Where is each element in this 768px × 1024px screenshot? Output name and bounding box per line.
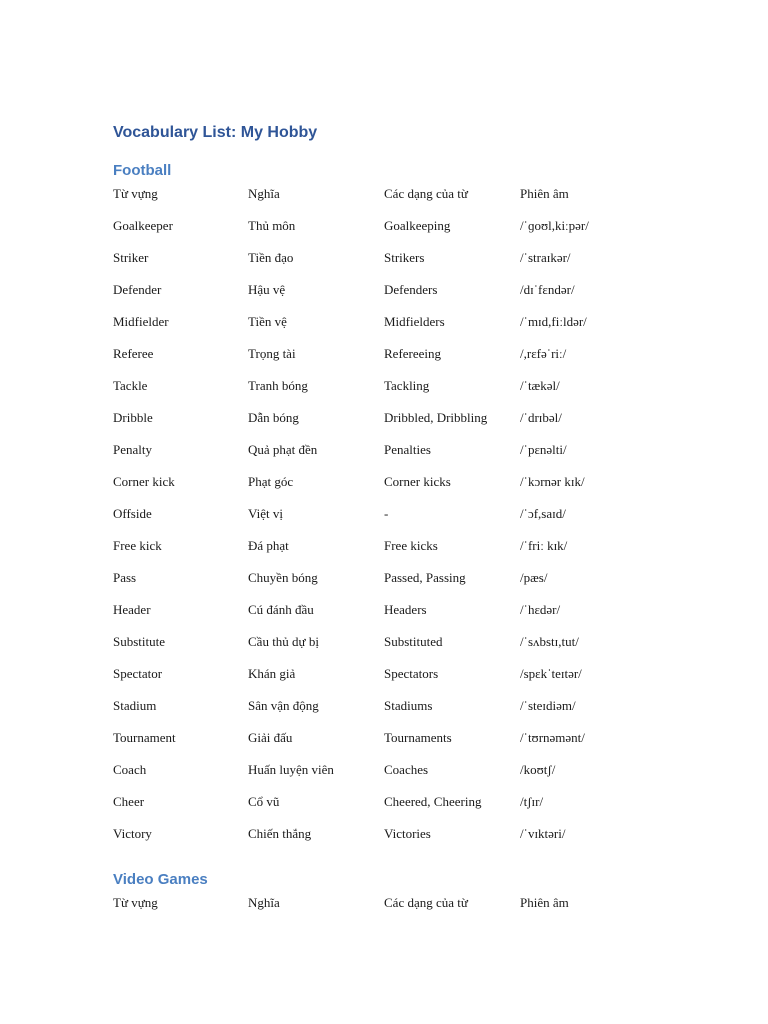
page-title: Vocabulary List: My Hobby xyxy=(113,124,318,141)
cell-meaning: Quả phạt đền xyxy=(248,442,318,457)
cell-word: Penalty xyxy=(113,442,152,457)
cell-meaning: Khán giả xyxy=(248,666,296,681)
cell-pronunciation: /ˈpɛnəlti/ xyxy=(520,442,567,457)
vocab-table-video-games xyxy=(113,894,673,926)
cell-word-forms: Defenders xyxy=(384,282,438,297)
cell-word-forms: Substituted xyxy=(384,634,443,649)
cell-meaning: Dẫn bóng xyxy=(248,410,299,425)
cell-word-forms: Stadiums xyxy=(384,698,433,713)
cell-meaning: Thủ môn xyxy=(248,218,296,233)
cell-word: Substitute xyxy=(113,634,166,649)
cell-pronunciation: /ˈvɪktəri/ xyxy=(520,826,566,841)
cell-word: Dribble xyxy=(113,410,153,425)
cell-word-forms: Midfielders xyxy=(384,314,445,329)
section-heading-video-games: Video Games xyxy=(113,871,208,888)
cell-pronunciation: /ˈfriː kɪk/ xyxy=(520,538,568,553)
cell-meaning: Tiền đạo xyxy=(248,250,294,265)
cell-pronunciation: /ˈhɛdər/ xyxy=(520,602,561,617)
cell-meaning: Cú đánh đầu xyxy=(248,602,314,617)
cell-pronunciation: /ˈkɔrnər kɪk/ xyxy=(520,474,585,489)
cell-word-forms: - xyxy=(384,506,389,521)
header-meaning: Nghĩa xyxy=(248,186,280,201)
header-pronunciation: Phiên âm xyxy=(520,895,569,910)
cell-meaning: Cổ vũ xyxy=(248,794,280,809)
cell-word-forms: Dribbled, Dribbling xyxy=(384,410,488,425)
table-row xyxy=(113,601,673,633)
cell-word: Offside xyxy=(113,506,152,521)
cell-pronunciation: /ˈtækəl/ xyxy=(520,378,560,393)
cell-word-forms: Penalties xyxy=(384,442,431,457)
cell-word: Victory xyxy=(113,826,152,841)
cell-word-forms: Tackling xyxy=(384,378,430,393)
cell-meaning: Phạt góc xyxy=(248,474,294,489)
cell-pronunciation: /,rɛfəˈriː/ xyxy=(520,346,567,361)
table-row xyxy=(113,313,673,345)
cell-meaning: Chuyền bóng xyxy=(248,570,318,585)
cell-word-forms: Refereeing xyxy=(384,346,442,361)
vocab-table-football xyxy=(113,185,673,857)
cell-pronunciation: /ˈmɪd,fiːldər/ xyxy=(520,314,587,329)
table-row xyxy=(113,569,673,601)
cell-word: Header xyxy=(113,602,151,617)
cell-word: Tackle xyxy=(113,378,148,393)
table-row xyxy=(113,825,673,857)
cell-pronunciation: /dɪˈfɛndər/ xyxy=(520,282,575,297)
cell-word-forms: Strikers xyxy=(384,250,425,265)
cell-meaning: Tiền vệ xyxy=(248,314,287,329)
cell-meaning: Cầu thủ dự bị xyxy=(248,634,319,649)
cell-word-forms: Tournaments xyxy=(384,730,452,745)
cell-word: Midfielder xyxy=(113,314,169,329)
cell-pronunciation: /ˈsteɪdiəm/ xyxy=(520,698,576,713)
cell-word: Stadium xyxy=(113,698,157,713)
cell-word: Free kick xyxy=(113,538,162,553)
table-header xyxy=(113,894,673,926)
cell-pronunciation: /spɛkˈteɪtər/ xyxy=(520,666,582,681)
header-word: Từ vựng xyxy=(113,895,158,910)
cell-word: Corner kick xyxy=(113,474,175,489)
cell-meaning: Hậu vệ xyxy=(248,282,286,297)
header-word-forms: Các dạng của từ xyxy=(384,186,468,201)
table-row xyxy=(113,217,673,249)
table-row xyxy=(113,473,673,505)
cell-word-forms: Free kicks xyxy=(384,538,438,553)
cell-word-forms: Coaches xyxy=(384,762,429,777)
cell-meaning: Đá phạt xyxy=(248,538,289,553)
cell-pronunciation: /ˈdrɪbəl/ xyxy=(520,410,562,425)
header-word: Từ vựng xyxy=(113,186,158,201)
table-row xyxy=(113,793,673,825)
header-pronunciation: Phiên âm xyxy=(520,186,569,201)
table-row xyxy=(113,633,673,665)
cell-word-forms: Spectators xyxy=(384,666,439,681)
cell-word: Coach xyxy=(113,762,147,777)
table-row xyxy=(113,729,673,761)
cell-meaning: Sân vận động xyxy=(248,698,319,713)
cell-word-forms: Headers xyxy=(384,602,427,617)
table-row xyxy=(113,505,673,537)
table-row xyxy=(113,409,673,441)
table-row xyxy=(113,345,673,377)
cell-meaning: Huấn luyện viên xyxy=(248,762,334,777)
cell-pronunciation: /ˈɡoʊl,kiːpər/ xyxy=(520,218,589,233)
table-row xyxy=(113,697,673,729)
cell-pronunciation: /ˈsʌbstɪ,tut/ xyxy=(520,634,579,649)
header-meaning: Nghĩa xyxy=(248,895,280,910)
cell-pronunciation: /pæs/ xyxy=(520,570,548,585)
table-row xyxy=(113,441,673,473)
section-heading-football: Football xyxy=(113,162,172,179)
cell-pronunciation: /ˈɔf,saɪd/ xyxy=(520,506,566,521)
table-row xyxy=(113,377,673,409)
cell-word-forms: Passed, Passing xyxy=(384,570,466,585)
cell-word: Cheer xyxy=(113,794,145,809)
cell-meaning: Tranh bóng xyxy=(248,378,308,393)
header-row xyxy=(113,185,673,217)
cell-word: Tournament xyxy=(113,730,176,745)
cell-word-forms: Victories xyxy=(384,826,431,841)
cell-meaning: Giải đấu xyxy=(248,730,293,745)
cell-meaning: Chiến thắng xyxy=(248,826,312,841)
table-row xyxy=(113,537,673,569)
cell-meaning: Việt vị xyxy=(248,506,283,521)
cell-word: Spectator xyxy=(113,666,163,681)
table-row xyxy=(113,665,673,697)
cell-pronunciation: /tʃɪr/ xyxy=(520,794,544,809)
cell-word-forms: Goalkeeping xyxy=(384,218,451,233)
table-row xyxy=(113,761,673,793)
cell-word: Defender xyxy=(113,282,162,297)
header-row xyxy=(113,894,673,926)
header-word-forms: Các dạng của từ xyxy=(384,895,468,910)
cell-word: Goalkeeper xyxy=(113,218,173,233)
cell-pronunciation: /koʊtʃ/ xyxy=(520,762,556,777)
table-row xyxy=(113,281,673,313)
cell-pronunciation: /ˈtʊrnəmənt/ xyxy=(520,730,585,745)
table-row xyxy=(113,249,673,281)
cell-pronunciation: /ˈstraɪkər/ xyxy=(520,250,571,265)
cell-word-forms: Corner kicks xyxy=(384,474,451,489)
table-body xyxy=(113,217,673,857)
cell-word: Referee xyxy=(113,346,154,361)
cell-word: Striker xyxy=(113,250,149,265)
cell-word-forms: Cheered, Cheering xyxy=(384,794,482,809)
table-header xyxy=(113,185,673,217)
cell-meaning: Trọng tài xyxy=(248,346,296,361)
cell-word: Pass xyxy=(113,570,137,585)
